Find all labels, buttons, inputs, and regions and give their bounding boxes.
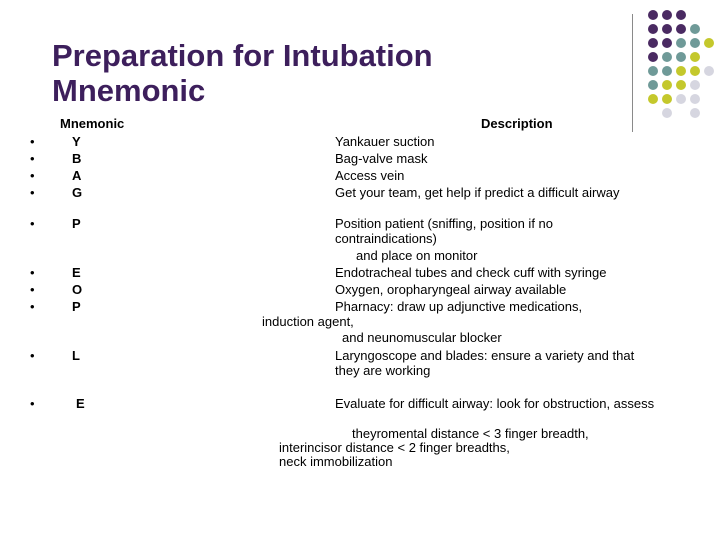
description: Get your team, get help if predict a difficult airway bbox=[335, 185, 620, 200]
mnemonic-letter: O bbox=[72, 282, 83, 297]
bullet: • bbox=[30, 168, 35, 183]
bullet: • bbox=[30, 348, 35, 363]
continuation-text: and place on monitor bbox=[356, 248, 478, 263]
mnemonic-letter: G bbox=[72, 185, 83, 200]
description: Endotracheal tubes and check cuff with syringe bbox=[335, 265, 607, 280]
continuation-text: interincisor distance < 2 finger breadths, bbox=[279, 440, 510, 455]
description: Access vein bbox=[335, 168, 405, 183]
continuation-text: induction agent, bbox=[262, 314, 354, 329]
dot-gray bbox=[704, 66, 714, 76]
mnemonic-letter: Y bbox=[72, 134, 81, 149]
dot-gray bbox=[690, 108, 700, 118]
description: Evaluate for difficult airway: look for obstruction, assess bbox=[335, 396, 655, 411]
dot-gray bbox=[690, 80, 700, 90]
bullet: • bbox=[30, 396, 35, 411]
mnemonic-letter: E bbox=[72, 265, 81, 280]
continuation-text: and neunomuscular blocker bbox=[342, 330, 502, 345]
title-line-2: Mnemonic bbox=[52, 73, 206, 108]
dot-purple bbox=[662, 38, 672, 48]
dot-teal bbox=[676, 38, 686, 48]
dot-purple bbox=[676, 10, 686, 20]
description: Bag-valve mask bbox=[335, 151, 428, 166]
divider-line bbox=[632, 14, 633, 132]
page-title bbox=[52, 38, 433, 108]
dot-teal bbox=[648, 80, 658, 90]
dot-gray bbox=[662, 108, 672, 118]
dot-olive bbox=[704, 38, 714, 48]
mnemonic-letter: E bbox=[76, 396, 85, 411]
dot-olive bbox=[662, 94, 672, 104]
mnemonic-letter: P bbox=[72, 216, 81, 231]
dot-purple bbox=[648, 38, 658, 48]
dot-purple bbox=[662, 24, 672, 34]
bullet: • bbox=[30, 185, 35, 200]
bullet: • bbox=[30, 265, 35, 280]
bullet: • bbox=[30, 134, 35, 149]
dot-olive bbox=[690, 66, 700, 76]
dot-teal bbox=[648, 66, 658, 76]
description: Yankauer suction bbox=[335, 134, 435, 149]
bullet: • bbox=[30, 299, 35, 314]
dot-gray bbox=[676, 94, 686, 104]
dot-purple bbox=[662, 10, 672, 20]
dot-teal bbox=[662, 52, 672, 62]
mnemonic-letter: L bbox=[72, 348, 80, 363]
description: Pharnacy: draw up adjunctive medications, bbox=[335, 299, 583, 314]
mnemonic-letter: B bbox=[72, 151, 82, 166]
description: Laryngoscope and blades: ensure a variety and that they are working bbox=[335, 348, 635, 378]
dot-olive bbox=[676, 66, 686, 76]
dot-teal bbox=[690, 24, 700, 34]
dot-teal bbox=[662, 66, 672, 76]
bullet: • bbox=[30, 216, 35, 231]
dot-purple bbox=[676, 24, 686, 34]
dot-purple bbox=[648, 52, 658, 62]
bullet: • bbox=[30, 282, 35, 297]
description: Oxygen, oropharyngeal airway available bbox=[335, 282, 567, 297]
title-line-1: Preparation for Intubation bbox=[52, 38, 433, 73]
bullet: • bbox=[30, 151, 35, 166]
dot-purple bbox=[648, 10, 658, 20]
dot-olive bbox=[690, 52, 700, 62]
column-header-mnemonic: Mnemonic bbox=[60, 116, 125, 131]
mnemonic-letter: A bbox=[72, 168, 82, 183]
dot-olive bbox=[648, 94, 658, 104]
dot-purple bbox=[648, 24, 658, 34]
dot-teal bbox=[676, 52, 686, 62]
dot-teal bbox=[690, 38, 700, 48]
continuation-text: neck immobilization bbox=[279, 454, 393, 469]
continuation-text: theyromental distance < 3 finger breadth, bbox=[352, 426, 589, 441]
description: Position patient (sniffing, position if no contraindications) bbox=[335, 216, 554, 246]
column-header-description: Description bbox=[481, 116, 553, 131]
dot-gray bbox=[690, 94, 700, 104]
mnemonic-letter: P bbox=[72, 299, 81, 314]
dot-olive bbox=[676, 80, 686, 90]
dot-olive bbox=[662, 80, 672, 90]
